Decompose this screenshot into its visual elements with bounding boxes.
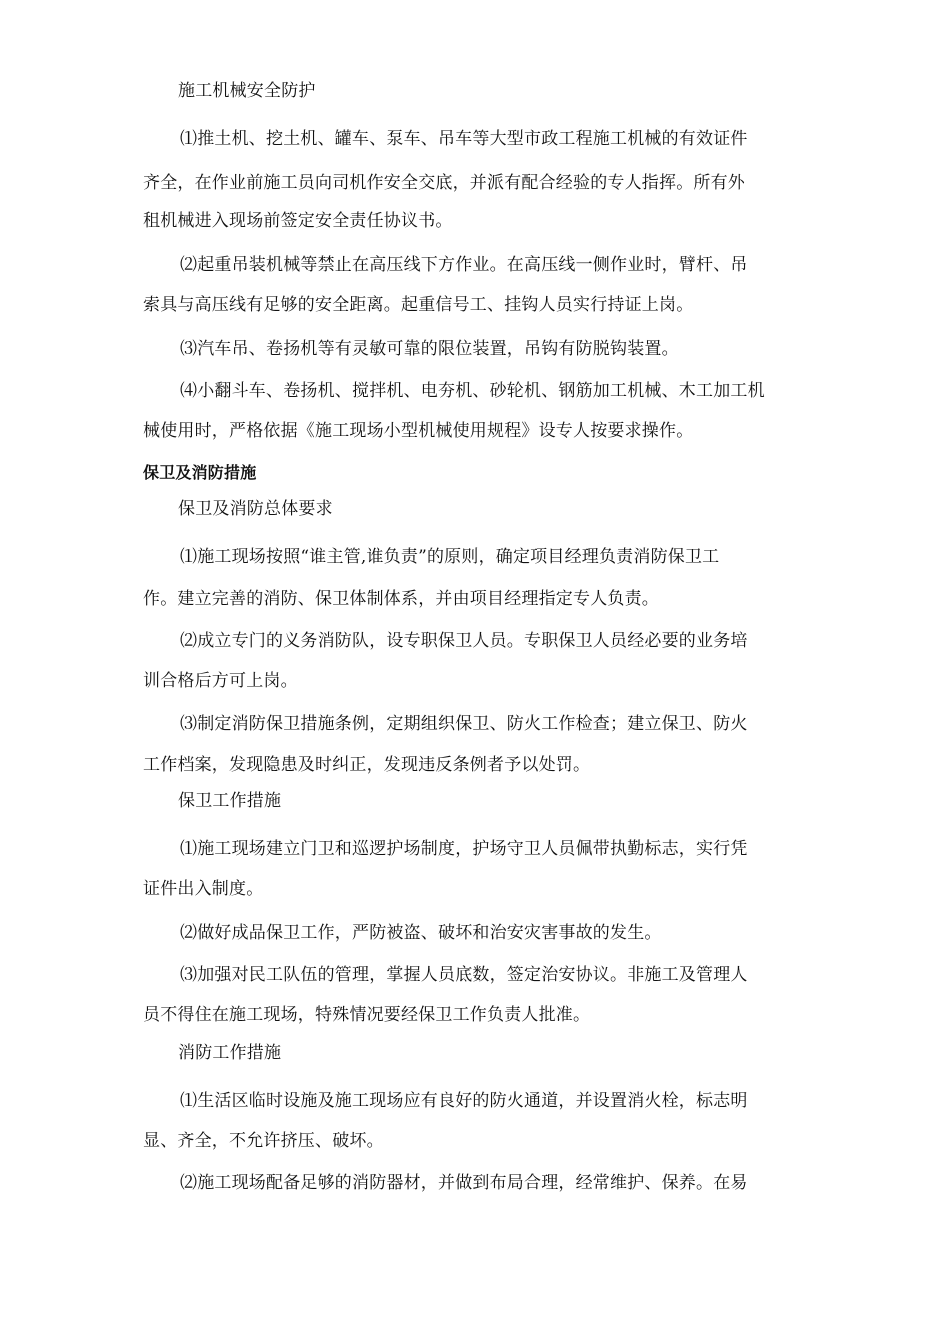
paragraph-line: ⑶汽车吊、卷扬机等有灵敏可靠的限位装置，吊钩有防脱钩装置。 xyxy=(180,339,679,359)
paragraph-line: ⑵做好成品保卫工作，严防被盗、破坏和治安灾害事故的发生。 xyxy=(180,923,662,943)
paragraph-line: 索具与高压线有足够的安全距离。起重信号工、挂钩人员实行持证上岗。 xyxy=(143,295,694,315)
paragraph-line: ⑴施工现场按照“谁主管,谁负责”的原则，确定项目经理负责消防保卫工 xyxy=(180,547,720,567)
paragraph-line: 作。建立完善的消防、保卫体制体系，并由项目经理指定专人负责。 xyxy=(143,589,659,609)
paragraph-line: 齐全，在作业前施工员向司机作安全交底，并派有配合经验的专人指挥。所有外 xyxy=(143,173,745,193)
paragraph-line: ⑴施工现场建立门卫和巡逻护场制度，护场守卫人员佩带执勤标志，实行凭 xyxy=(180,839,748,859)
section-heading-security-fire: 保卫及消防措施 xyxy=(143,463,257,482)
paragraph-line: ⑵起重吊装机械等禁止在高压线下方作业。在高压线一侧作业时，臂杆、吊 xyxy=(180,255,748,275)
paragraph-line: 工作档案，发现隐患及时纠正，发现违反条例者予以处罚。 xyxy=(143,755,591,775)
paragraph-line: 训合格后方可上岗。 xyxy=(143,671,298,691)
paragraph-line: 械使用时，严格依据《施工现场小型机械使用规程》设专人按要求操作。 xyxy=(143,421,694,441)
paragraph-line: ⑴推土机、挖土机、罐车、泵车、吊车等大型市政工程施工机械的有效证件 xyxy=(180,129,748,149)
paragraph-line: 员不得住在施工现场，特殊情况要经保卫工作负责人批准。 xyxy=(143,1005,591,1025)
paragraph-line: ⑶制定消防保卫措施条例，定期组织保卫、防火工作检查；建立保卫、防火 xyxy=(180,714,748,734)
paragraph-line: 显、齐全，不允许挤压、破坏。 xyxy=(143,1131,384,1151)
paragraph-line: ⑷小翻斗车、卷扬机、搅拌机、电夯机、砂轮机、钢筋加工机械、木工加工机 xyxy=(180,381,765,401)
paragraph-line: ⑵成立专门的义务消防队，设专职保卫人员。专职保卫人员经必要的业务培 xyxy=(180,631,748,651)
paragraph-line: ⑴生活区临时设施及施工现场应有良好的防火通道，并设置消火栓，标志明 xyxy=(180,1091,748,1111)
paragraph-line: 租机械进入现场前签定安全责任协议书。 xyxy=(143,211,453,231)
subheading-machinery-safety: 施工机械安全防护 xyxy=(178,81,316,101)
subheading-security-measures: 保卫工作措施 xyxy=(178,791,282,811)
subheading-fire-measures: 消防工作措施 xyxy=(178,1043,282,1063)
paragraph-line: ⑵施工现场配备足够的消防器材，并做到布局合理，经常维护、保养。在易 xyxy=(180,1173,748,1193)
paragraph-line: ⑶加强对民工队伍的管理，掌握人员底数，签定治安协议。非施工及管理人 xyxy=(180,965,748,985)
subheading-general-requirements: 保卫及消防总体要求 xyxy=(178,499,333,519)
paragraph-line: 证件出入制度。 xyxy=(143,879,264,899)
